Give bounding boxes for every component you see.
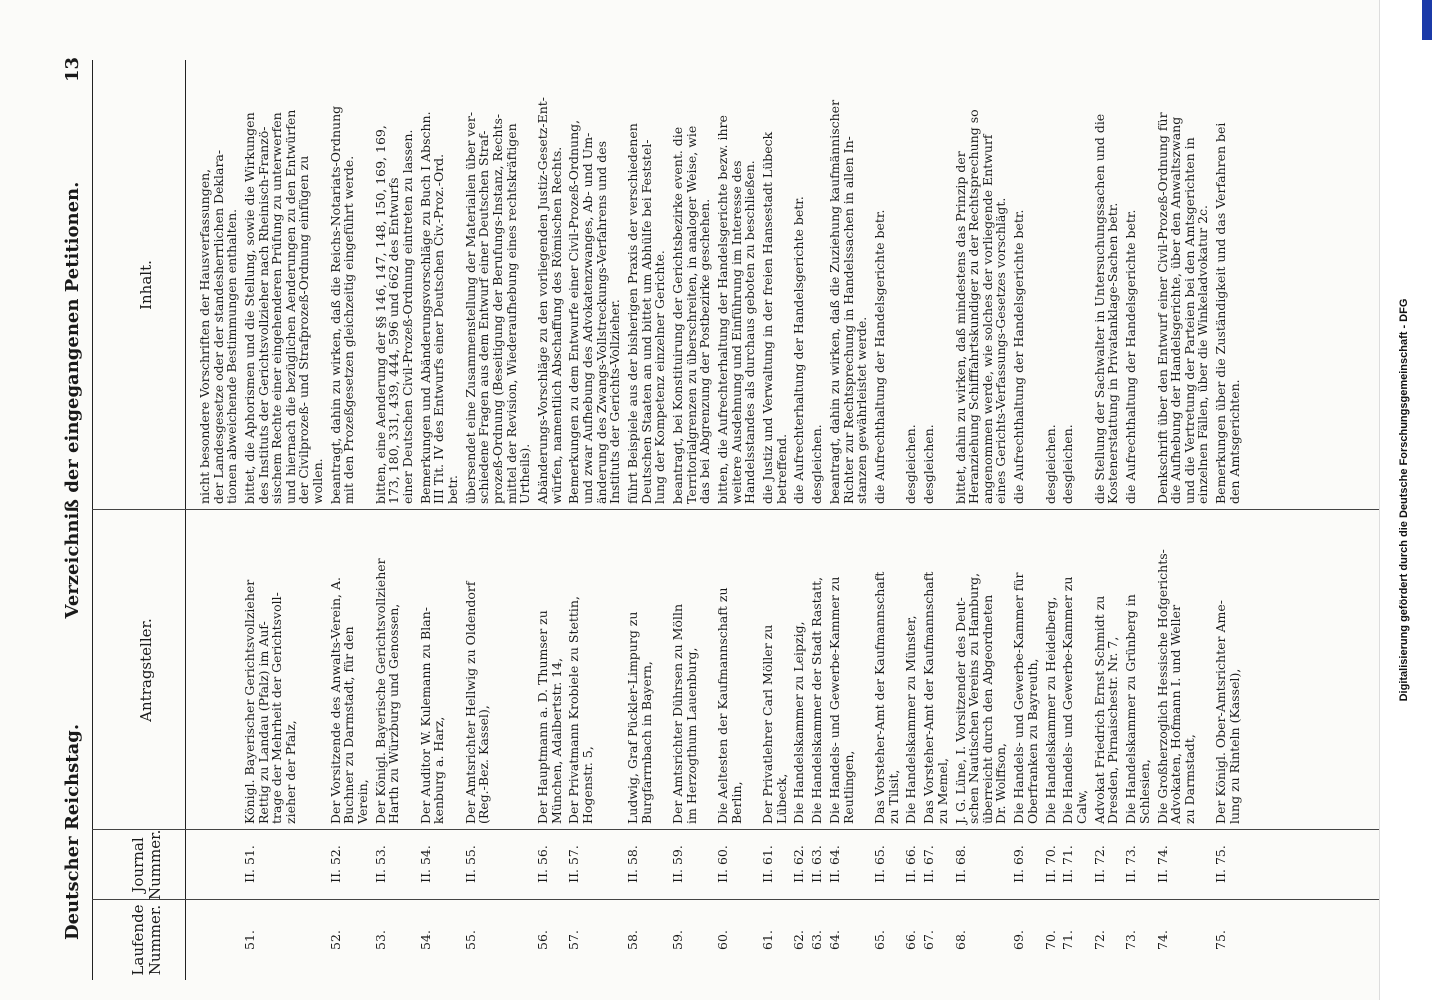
row-journal-nummer: II. 64. [827, 845, 842, 883]
row-laufende-nummer: 74. [1154, 930, 1170, 950]
row-antragsteller: Die Handelskammer der Stadt Rastatt, [809, 576, 825, 824]
row-antragsteller: Die Handels- und Gewerbe-Kammer zu Calw, [1060, 576, 1089, 824]
col-header-antragsteller: Antragsteller. [137, 618, 155, 722]
row-laufende-nummer: 73. [1123, 930, 1139, 950]
row-inhalt: beantragt, bei Konstituirung der Gerichtsbezirke event. die Territorialgrenzen zu überschreiten, in analoger Weise, wie das bei Abgrenzung der Postbezirke geschehen. [670, 125, 713, 504]
header-center: Verzeichniß der eingegangenen Petitionen. [62, 181, 83, 619]
row-inhalt: bittet, die Aphorismen und die Stellung, sowie die Wirkungen des Instituts der Gerichtsvollzieher nach Rheinisch-Franzö- sischem Rechte einer eingehenderen Prüfung zu unterwerfen und hiernach die bezüglichen Aenderungen zu den Entwürfen der Civilprozeß- und Strafprozeß-Ordnung einfügen zu wollen. [242, 109, 325, 504]
row-antragsteller: Die Handels- und Gewerbe-Kammer zu Reutlingen, [827, 576, 856, 824]
row-laufende-nummer: 57. [566, 930, 582, 950]
row-laufende-nummer: 54. [417, 930, 433, 950]
row-laufende-nummer: 65. [872, 930, 887, 950]
row-journal-nummer: II. 73. [1123, 845, 1139, 883]
row-antragsteller: Königl. Bayerischer Gerichtsvollzieher Rettig zu Landau (Pfalz) im Auf- trage der Mehrheit der Gerichtsvoll- zieher der Pfalz, [242, 579, 298, 824]
row-antragsteller: Die Handelskammer zu Leipzig, [791, 621, 807, 824]
row-inhalt: desgleichen. [809, 424, 825, 504]
col-header-inhalt: Inhalt. [137, 260, 155, 310]
col-header-laufende: Laufende Nummer. [129, 904, 164, 976]
row-laufende-nummer: 71. [1060, 930, 1076, 950]
row-laufende-nummer: 56. [535, 930, 550, 950]
row-journal-nummer: II. 70. [1042, 845, 1058, 883]
row-laufende-nummer: 58. [625, 930, 640, 950]
row-laufende-nummer: 69. [1011, 930, 1027, 950]
row-laufende-nummer: 63. [809, 930, 825, 950]
row-inhalt: desgleichen. [1060, 424, 1076, 504]
col-divider-2 [92, 829, 1432, 830]
row-antragsteller: Der Auditor W. Kulemann zu Blan- kenburg a. Harz, [417, 607, 447, 824]
row-antragsteller: Der Amtsrichter Hellwig zu Oldendorf (Reg.-Bez. Kassel), [462, 581, 492, 824]
row-journal-nummer: II. 75. [1213, 845, 1229, 883]
row-journal-nummer: II. 58. [625, 845, 640, 883]
row-laufende-nummer: 55. [462, 930, 478, 950]
row-antragsteller: Die Handelskammer zu Grünberg in Schlesien, [1123, 594, 1152, 824]
row-antragsteller: Der Privatlehrer Carl Möller zu Lübeck, [760, 624, 789, 824]
row-antragsteller: Der Privatmann Krobiele zu Stettin, Hogenstr. 5, [566, 596, 595, 824]
row-journal-nummer: II. 51. [242, 845, 257, 883]
table-header-rule [185, 60, 186, 980]
row-journal-nummer: II. 55. [462, 845, 478, 883]
col-header-journal: Journal Nummer. [129, 829, 164, 900]
row-antragsteller: Der Vorsitzende des Anwalts-Verein, A. Buchner zu Darmstadt, für den Verein, [327, 576, 370, 824]
row-inhalt: beantragt, dahin zu wirken, daß die Reichs-Notariats-Ordnung mit den Prozeßgesetzen gleichzeitig eingeführt werde. [327, 105, 357, 504]
row-journal-nummer: II. 74. [1154, 845, 1170, 883]
row-antragsteller: Advokat Friedrich Ernst Schmidt zu Dresden, Pirnaischestr. Nr. 7, [1091, 595, 1121, 824]
row-laufende-nummer: 70. [1042, 930, 1058, 950]
row-laufende-nummer: 53. [372, 930, 388, 950]
table-top-rule [92, 60, 93, 980]
row-inhalt: die Aufrechthaltung der Handelsgerichte betr. [1011, 209, 1027, 504]
row-journal-nummer: II. 56. [535, 845, 550, 883]
row-journal-nummer: II. 63. [809, 845, 825, 883]
row-journal-nummer: II. 61. [760, 845, 775, 883]
row-journal-nummer: II. 54. [417, 845, 433, 883]
row-laufende-nummer: 66. [903, 930, 919, 950]
row-laufende-nummer: 61. [760, 930, 775, 950]
digitization-note: Digitalisierung gefördert durch die Deutsche Forschungsgemeinschaft - DFG [1398, 298, 1410, 702]
row-antragsteller: Das Vorsteher-Amt der Kaufmannschaft zu Memel, [921, 571, 950, 824]
row-journal-nummer: II. 69. [1011, 845, 1027, 883]
row-inhalt: bitten, eine Aenderung der §§ 146, 147, 148, 150, 169, 169, 173, 180, 331, 439, 444, 596 und 662 des Entwurfs einer Deutschen Civil-Prozeß-Ordnung eintreten zu lassen. [372, 125, 415, 504]
row-inhalt: führt Beispiele aus der bisherigen Praxis der verschiedenen Deutschen Staaten an und bittet um Abhülfe bei Feststel- lung der Kompetenz einzelner Gerichte. [625, 123, 668, 504]
row-inhalt: Bemerkungen über die Zuständigkeit und das Verfahren bei den Amtsgerichten. [1213, 122, 1242, 504]
row-inhalt: desgleichen. [1042, 424, 1058, 504]
row-inhalt: die Aufrechthaltung der Handelsgerichte betr. [872, 209, 887, 504]
row-inhalt: Abänderungs-Vorschläge zu den vorliegenden Justiz-Gesetz-Ent- würfen, namentlich Abschaffung des Römischen Rechts. [535, 96, 564, 504]
row-inhalt: Bemerkungen und Abänderungsvorschläge zu Buch I Abschn. III Tit. IV des Entwurfs einer Deutschen Civ.-Proz.-Ord. betr. [417, 111, 460, 504]
row-antragsteller: Der Königl. Ober-Amtsrichter Ame- lung zu Rinteln (Kassel), [1213, 600, 1242, 824]
row-inhalt: desgleichen. [903, 424, 919, 504]
row-journal-nummer: II. 52. [327, 845, 343, 883]
row-journal-nummer: II. 65. [872, 845, 887, 883]
row-laufende-nummer: 51. [242, 930, 257, 950]
row-journal-nummer: II. 71. [1060, 845, 1076, 883]
row-antragsteller: Die Aeltesten der Kaufmannschaft zu Berlin, [715, 587, 744, 824]
row-inhalt: nicht besondere Vorschriften der Hausverfassungen, der Landesgesetze oder der standesherrlichen Deklara- tionen abweichende Bestimmungen enthalten. [197, 149, 240, 504]
row-journal-nummer: II. 60. [715, 845, 730, 883]
row-laufende-nummer: 62. [791, 930, 807, 950]
page-number: 13 [62, 56, 83, 82]
row-journal-nummer: II. 68. [952, 845, 968, 883]
dfg-marker [1422, 0, 1432, 40]
row-inhalt: die Justiz und Verwaltung in der freien Hansestadt Lübeck betreffend. [760, 131, 789, 504]
row-antragsteller: Der Hauptmann a. D. Thumser zu München, Adalbertstr. 14, [535, 610, 564, 824]
row-inhalt: Bemerkungen zu dem Entwurfe einer Civil-Prozeß-Ordnung, und zwar Aufhebung des Advokatenzwanges, Ab- und Um- änderung des Zwangs-Vollstreckungs-Verfahrens und des Instituts der Gerichts-Vollzieher. [566, 119, 623, 504]
row-laufende-nummer: 60. [715, 930, 730, 950]
row-antragsteller: Die Großherzoglich Hessische Hofgerichts- Advokaten, Hofmann I. und Weller zu Darmstadt, [1154, 549, 1197, 824]
row-laufende-nummer: 64. [827, 930, 842, 950]
row-journal-nummer: II. 57. [566, 845, 582, 883]
row-antragsteller: Die Handelskammer zu Münster, [903, 615, 919, 824]
row-journal-nummer: II. 66. [903, 845, 919, 883]
row-laufende-nummer: 67. [921, 930, 937, 950]
row-laufende-nummer: 68. [952, 930, 968, 950]
row-laufende-nummer: 72. [1091, 930, 1107, 950]
row-antragsteller: Die Handels- und Gewerbe-Kammer für Oberfranken zu Bayreuth, [1011, 572, 1040, 824]
row-journal-nummer: II. 53. [372, 845, 388, 883]
row-inhalt: die Stellung der Sachwalter in Untersuchungssachen und die Kostenerstattung in Privatanklage-Sachen betr. [1091, 113, 1121, 504]
row-inhalt: desgleichen. [921, 424, 937, 504]
row-inhalt: beantragt, dahin zu wirken, daß die Zuziehung kaufmännischer Richter zur Rechtsprechung in Handelssachen in allen In- stanzen gewährleistet werde. [827, 99, 870, 504]
row-antragsteller: Das Vorsteher-Amt der Kaufmannschaft zu Tilsit, [872, 571, 901, 824]
row-inhalt: bitten, die Aufrechterhaltung der Handelsgerichte bezw. ihre weitere Ausdehnung und Einführung im Interesse des Handelsstandes als durchaus geboten zu beschließen. [715, 115, 758, 504]
row-laufende-nummer: 75. [1213, 930, 1229, 950]
row-antragsteller: Der Amtsrichter Dührsen zu Mölln im Herzogthum Lauenburg, [670, 604, 699, 824]
row-journal-nummer: II. 62. [791, 845, 807, 883]
row-laufende-nummer: 52. [327, 930, 343, 950]
row-journal-nummer: II. 59. [670, 845, 685, 883]
row-inhalt: die Aufrechterhaltung der Handelsgerichte betr. [791, 196, 807, 504]
row-inhalt: die Aufrechthaltung der Handelsgerichte betr. [1123, 209, 1139, 504]
row-laufende-nummer: 59. [670, 930, 685, 950]
row-inhalt: übersendet eine Zusammenstellung der Materialien über ver- schiedene Fragen aus dem Entwurf einer Deutschen Straf- prozeß-Ordnung (Beseitigung der Berufungs-Instanz, Rechts- mittel der Revision, Wiederaufhebung eines rechtskräftigen Urtheils). [462, 111, 533, 504]
row-antragsteller: Der Königl. Bayerische Gerichtsvollzieher Harth zu Würzburg und Genossen, [372, 558, 402, 824]
row-antragsteller: Ludwig, Graf Pückler-Limpurg zu Burgfarrnbach in Bayern, [625, 611, 654, 824]
header-left: Deutscher Reichstag. [62, 723, 83, 940]
row-inhalt: bittet, dahin zu wirken, daß mindestens das Prinzip der Heranziehung Schifffahrtskundiger zu der Rechtsprechung so angenommen werde, wie solches der vorliegende Entwurf eines Gerichts-Verfassungs-Gesetzes vorschlägt. [952, 109, 1009, 504]
col-divider-3 [92, 509, 1432, 510]
row-journal-nummer: II. 67. [921, 845, 937, 883]
row-journal-nummer: II. 72. [1091, 845, 1107, 883]
row-antragsteller: Die Handelskammer zu Heidelberg, [1042, 596, 1058, 824]
row-antragsteller: J. G. Lüne, I. Vorsitzender des Deut- schen Nautischen Vereins zu Hamburg, überreicht durch den Abgeordneten Dr. Wolffson, [952, 572, 1009, 824]
row-inhalt: Denkschrift über den Entwurf einer Civil-Prozeß-Ordnung für die Aufhebung der Handelsgerichte, über den Anwaltszwang und die Vertretung der Parteien bei den Amtsgerichten in einzelnen Fällen, über die Winkeladvokatur 2c. [1154, 112, 1211, 504]
